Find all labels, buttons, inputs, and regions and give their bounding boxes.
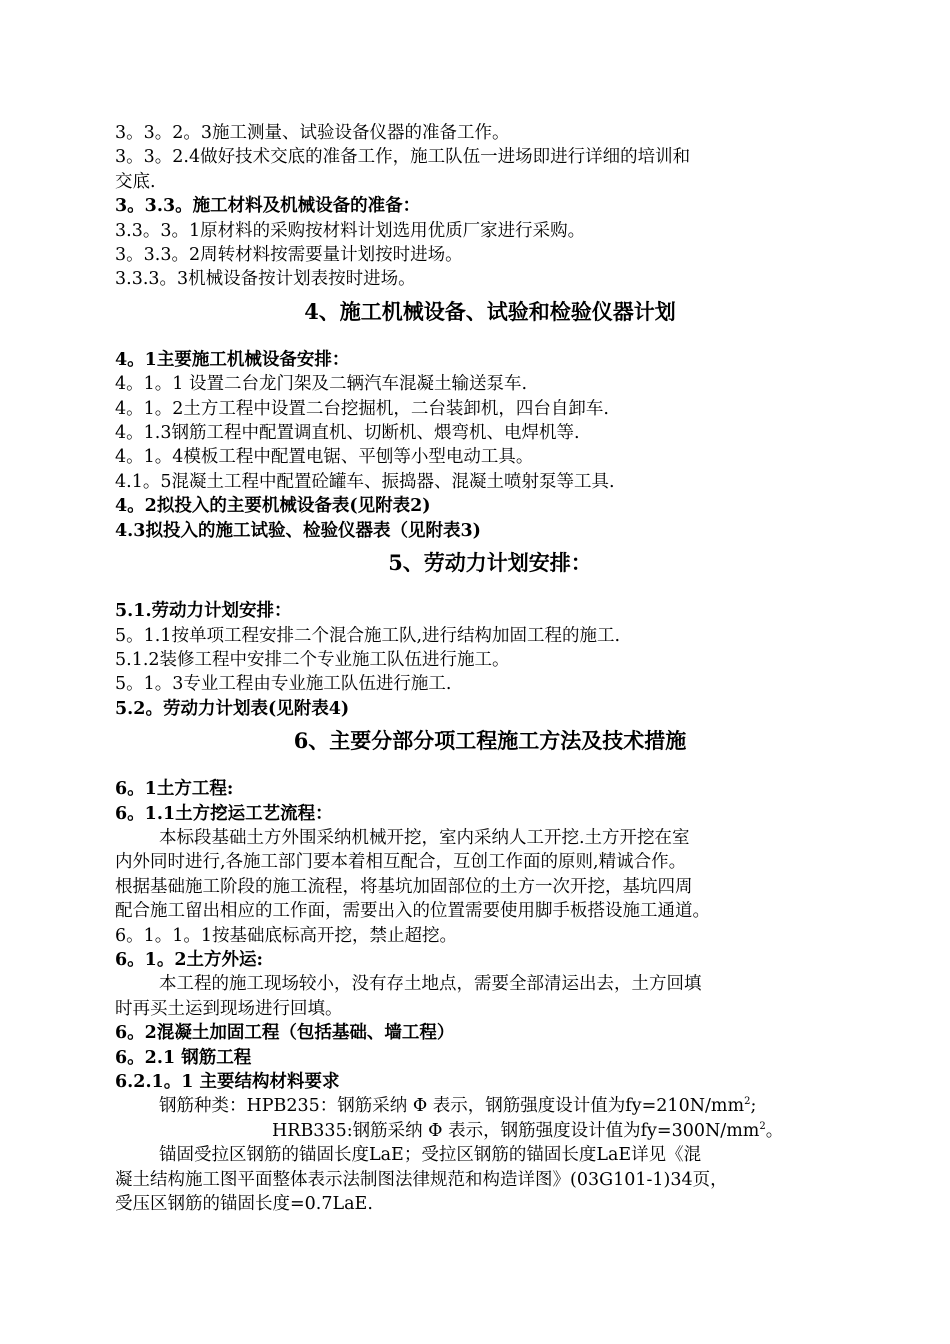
text-line: 4。1.3钢筋工程中配置调直机、切断机、煨弯机、电焊机等. <box>115 423 580 444</box>
section-title-5: 5、劳动力计划安排： <box>388 550 592 576</box>
subheading-6-1-1: 6。1.1土方挖运工艺流程： <box>115 803 333 824</box>
rebar-spec-text: 钢筋种类：HPB235：钢筋采纳 Φ 表示，钢筋强度设计值为fy=210N/mm <box>159 1096 745 1117</box>
text-line: 交底. <box>115 171 156 192</box>
paragraph-line: 时再买土运到现场进行回填。 <box>115 998 343 1019</box>
subheading-6-1: 6。1土方工程: <box>115 779 234 800</box>
paragraph-line: 内外同时进行,各施工部门要本着相互配合，互创工作面的原则,精诚合作。 <box>115 852 687 873</box>
section-title-4: 4、施工机械设备、试验和检验仪器计划 <box>304 298 676 324</box>
paragraph-line: 根据基础施工阶段的施工流程，将基坑加固部位的土方一次开挖，基坑四周 <box>115 876 693 897</box>
rebar-spec-end: 。 <box>765 1120 784 1141</box>
subheading-4-2: 4。2拟投入的主要机械设备表(见附表2) <box>115 496 431 517</box>
subheading-6-1-2: 6。1。2土方外运: <box>115 949 263 970</box>
rebar-spec-text: HRB335:钢筋采纳 Φ 表示，钢筋强度设计值为fy=300N/mm <box>272 1120 760 1141</box>
paragraph-line: 受压区钢筋的锚固长度=0.7LaE. <box>115 1194 373 1215</box>
section-title-6: 6、主要分部分项工程施工方法及技术措施 <box>293 728 687 754</box>
document-page <box>115 121 865 1216</box>
subheading-4-3: 4.3拟投入的施工试验、检验仪器表（见附表3) <box>115 520 481 541</box>
text-line: 4。1。1 设置二台龙门架及二辆汽车混凝土输送泵车. <box>115 374 528 395</box>
text-line: 3。3.3。2周转材料按需要量计划按时进场。 <box>115 245 463 266</box>
rebar-spec-line <box>115 1094 865 1118</box>
text-line: 3.3。3。1原材料的采购按材料计划选用优质厂家进行采购。 <box>115 220 586 241</box>
subheading-4-1: 4。1主要施工机械设备安排： <box>115 349 350 370</box>
paragraph-line: 凝土结构施工图平面整体表示法制图法律规范和构造详图》(03G101-1)34页， <box>115 1169 728 1190</box>
subheading-5-2: 5.2。劳动力计划表(见附表4) <box>115 698 350 719</box>
rebar-spec-line <box>115 1119 865 1143</box>
subheading-6-2-1: 6。2.1 钢筋工程 <box>115 1047 252 1068</box>
text-line: 6。1。1。1按基础底标高开挖，禁止超挖。 <box>115 925 458 946</box>
subheading-5-1: 5.1.劳动力计划安排： <box>115 601 292 622</box>
rebar-spec-end: ; <box>750 1096 757 1117</box>
paragraph-line: 本工程的施工现场较小，没有存土地点，需要全部清运出去，土方回填 <box>159 974 702 995</box>
text-line: 5。1。3专业工程由专业施工队伍进行施工. <box>115 674 452 695</box>
text-line: 3。3。2.4做好技术交底的准备工作，施工队伍一进场即进行详细的培训和 <box>115 147 691 168</box>
paragraph-line: 配合施工留出相应的工作面，需要出入的位置需要使用脚手板搭设施工通道。 <box>115 901 710 922</box>
text-line: 4。1。2土方工程中设置二台挖掘机，二台装卸机，四台自卸车. <box>115 398 609 419</box>
superscript: 2 <box>744 1096 751 1108</box>
subheading-6-2: 6。2混凝土加固工程（包括基础、墙工程） <box>115 1023 455 1044</box>
subheading-6-2-1-1: 6.2.1。1 主要结构材料要求 <box>115 1072 340 1092</box>
paragraph-line: 本标段基础土方外围采纳机械开挖，室内采纳人工开挖.土方开挖在室 <box>159 827 690 848</box>
text-line: 3.3.3。3机械设备按计划表按时进场。 <box>115 269 416 290</box>
text-line: 4。1。4模板工程中配置电锯、平刨等小型电动工具。 <box>115 447 534 468</box>
paragraph-line: 锚固受拉区钢筋的锚固长度LaE；受拉区钢筋的锚固长度LaE详见《混 <box>159 1145 702 1166</box>
text-line: 5。1.1按单项工程安排二个混合施工队,进行结构加固工程的施工. <box>115 625 621 646</box>
text-line: 5.1.2装修工程中安排二个专业施工队伍进行施工。 <box>115 649 510 670</box>
text-line: 3。3。2。3施工测量、试验设备仪器的准备工作。 <box>115 123 510 143</box>
subheading-3-3-3: 3。3.3。施工材料及机械设备的准备： <box>115 196 421 217</box>
superscript: 2 <box>759 1120 766 1132</box>
text-line: 4.1。5混凝土工程中配置砼罐车、振捣器、混凝土喷射泵等工具. <box>115 471 615 492</box>
